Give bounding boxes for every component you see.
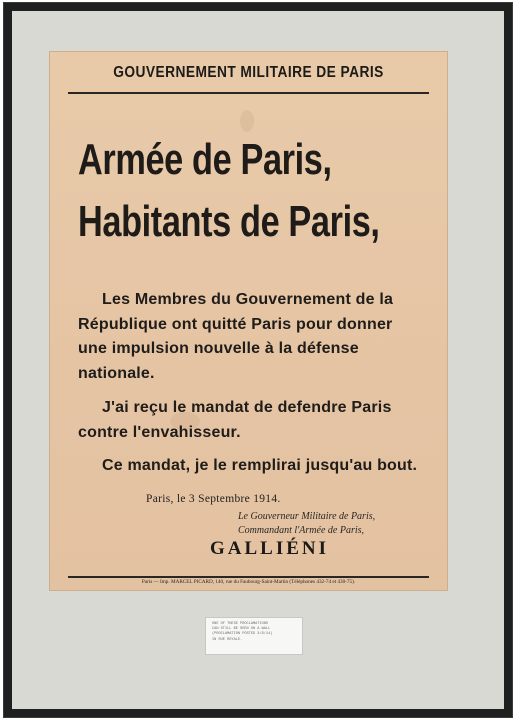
header-rule	[68, 92, 429, 94]
label-line: IN RUE ROYALE.	[212, 637, 243, 642]
printer-imprint: Paris — Imp. MARCEL PICARD, 140, rue du Faubourg-Saint-Martin (Téléphones 432-74 et 430-75).	[141, 579, 356, 585]
paragraph-government	[78, 288, 438, 386]
headline-inhabitants: Habitants de Paris,	[78, 197, 380, 246]
signer-title-commander: Commandant l'Armée de Paris,	[238, 525, 365, 536]
text-line: Ce mandat, je le remplirai jusqu'au bout.	[102, 457, 418, 474]
museum-label	[206, 618, 302, 654]
text-line: J'ai reçu le mandat de defendre Paris	[102, 399, 392, 416]
label-line: CAN STILL BE SEEN ON A WALL	[212, 627, 271, 632]
signer-title-governor: Le Gouverneur Militaire de Paris,	[238, 511, 376, 522]
footer-rule	[68, 576, 429, 578]
paragraph-promise	[78, 454, 438, 479]
label-line: (PROCLAMATION POSTED 3/9/14)	[212, 632, 273, 637]
label-line: ONE OF THESE PROCLAMATIONS	[212, 622, 269, 626]
text-line: République ont quitté Paris pour donner	[78, 315, 393, 333]
headline-army: Armée de Paris,	[78, 135, 332, 184]
paper-stain	[240, 110, 254, 132]
poster-header: GOUVERNEMENT MILITAIRE DE PARIS	[113, 64, 384, 81]
date-line: Paris, le 3 Septembre 1914.	[146, 493, 281, 505]
signer-name: GALLIÉNI	[210, 538, 330, 559]
text-line: Les Membres du Gouvernement de la	[102, 291, 394, 308]
text-line: une impulsion nouvelle à la défense	[78, 340, 359, 357]
text-line: contre l'envahisseur.	[78, 423, 241, 441]
proclamation-poster	[50, 52, 447, 590]
paragraph-mandate	[78, 396, 438, 445]
text-line: nationale.	[78, 364, 155, 382]
